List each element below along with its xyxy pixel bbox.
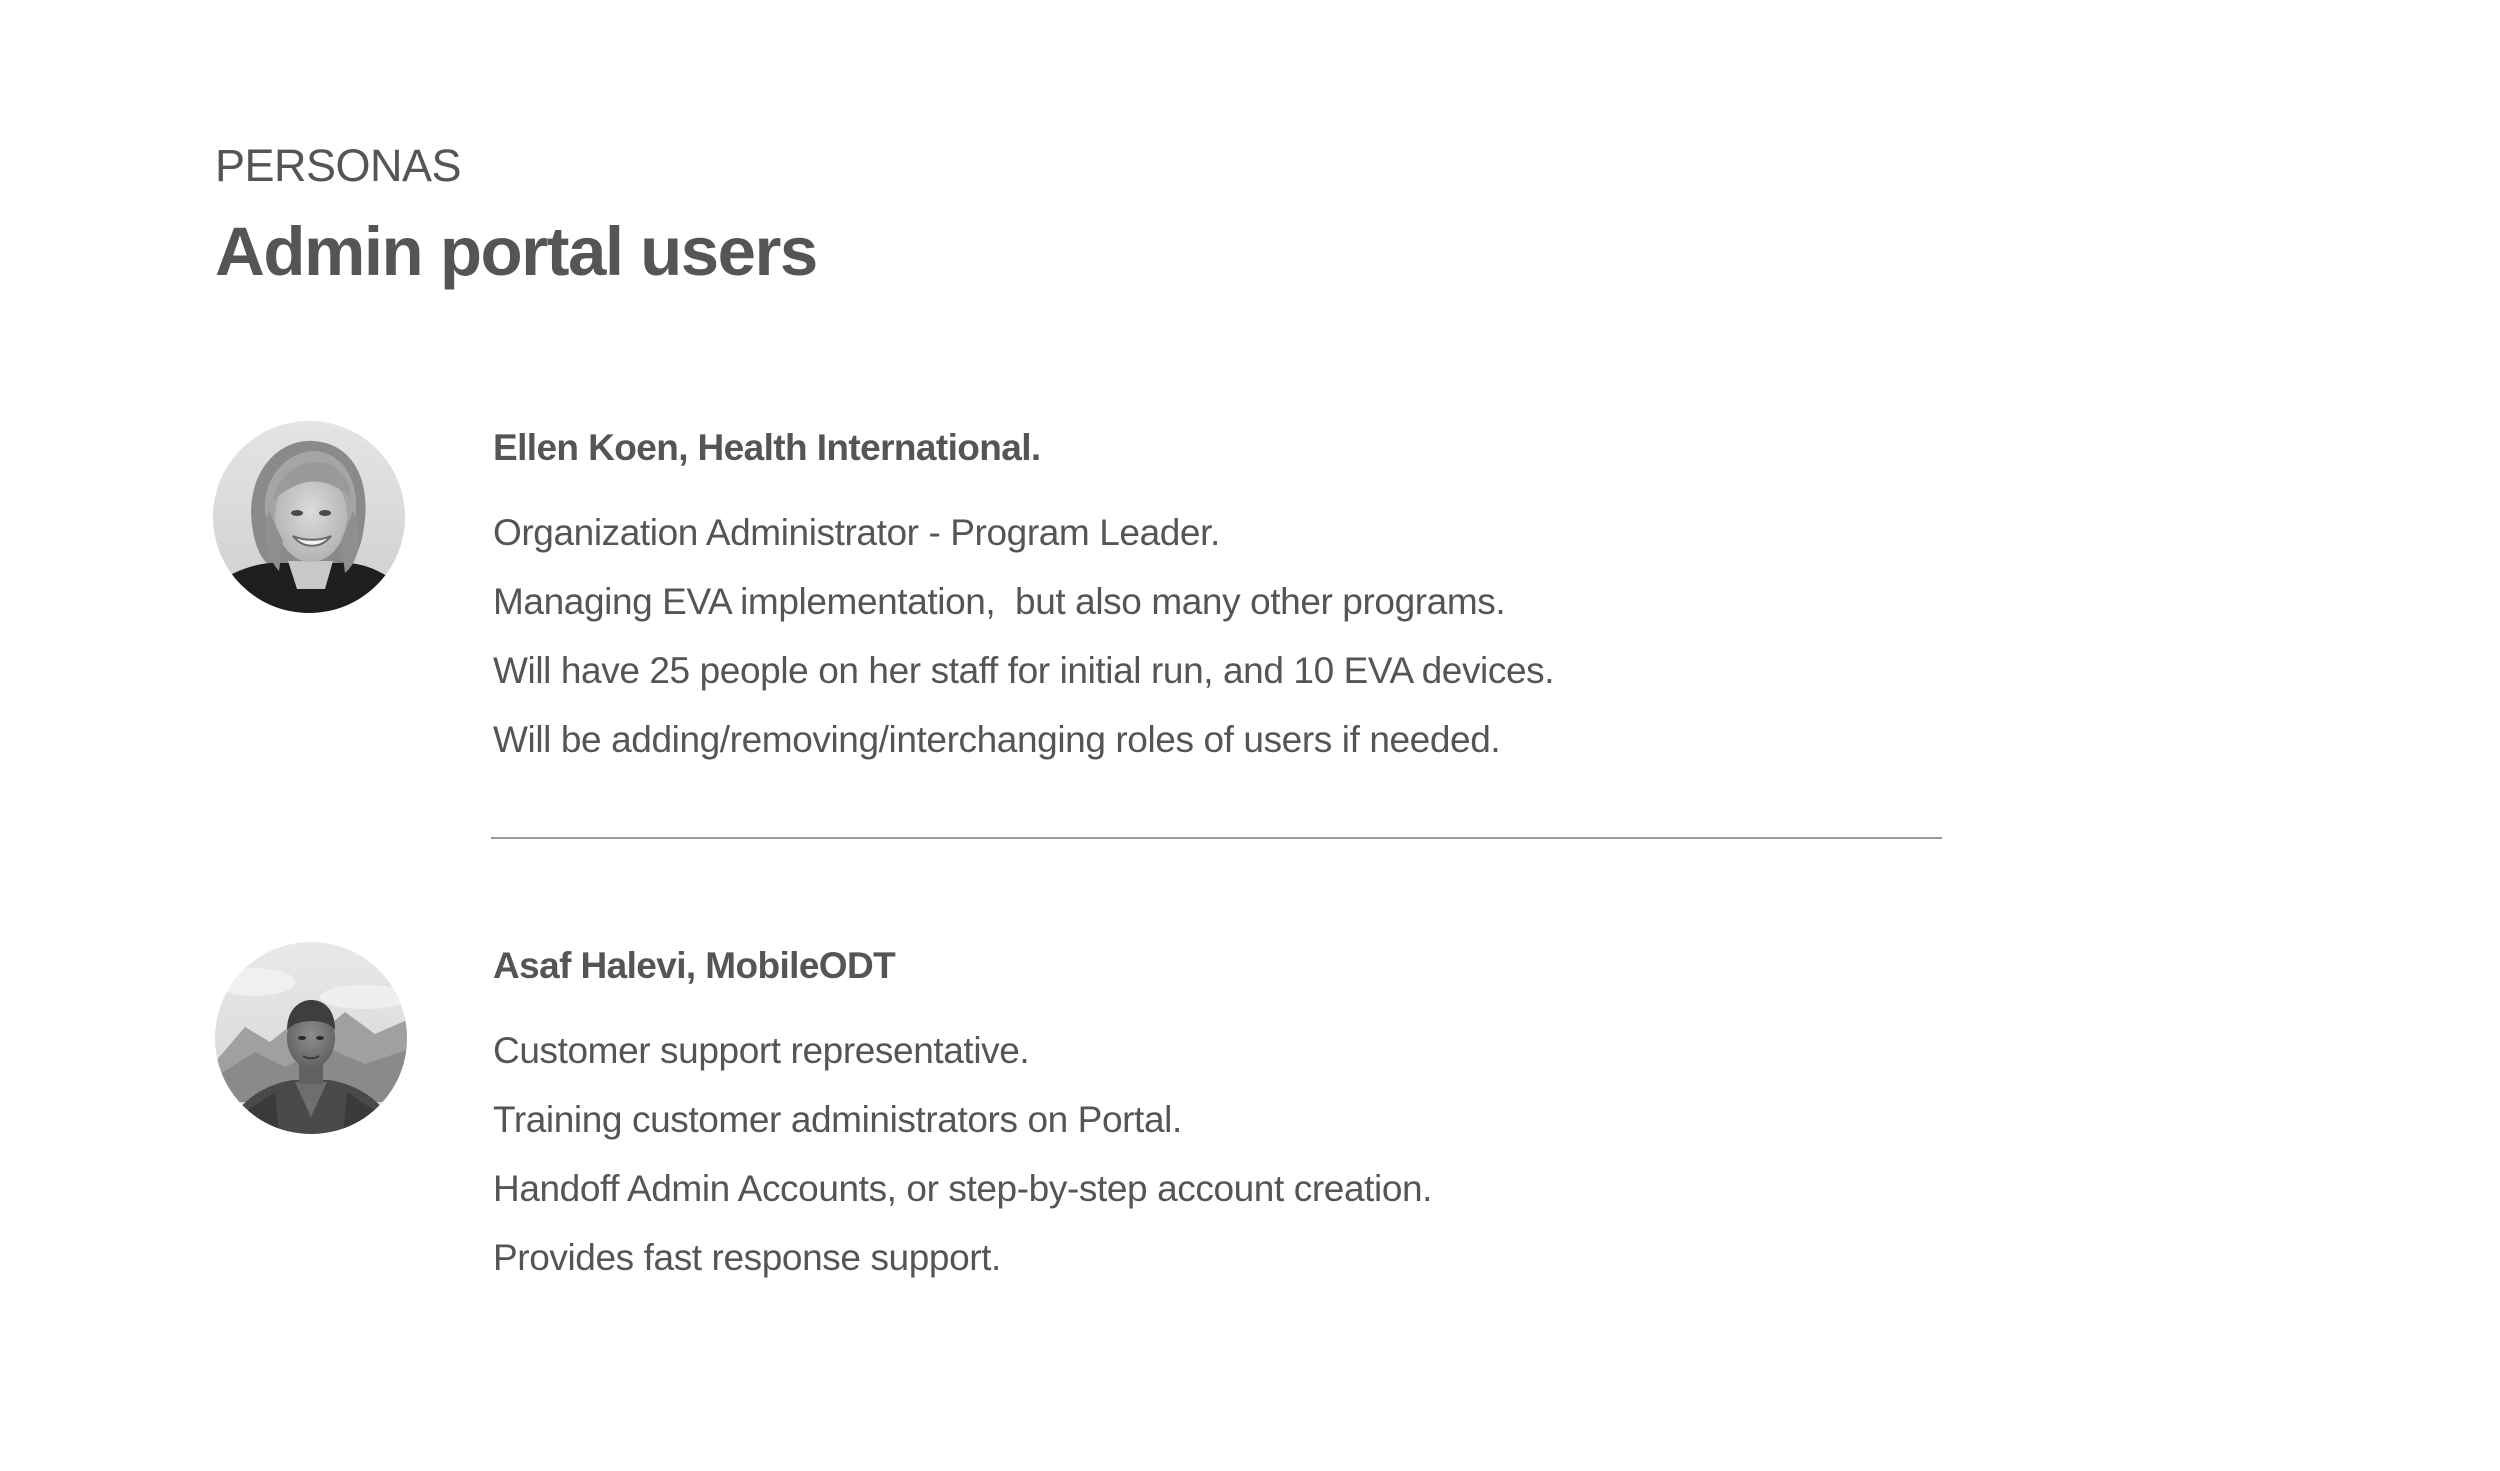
persona-name: Asaf Halevi, MobileODT <box>493 945 896 986</box>
persona-detail: Organization Administrator - Program Leader. <box>493 512 1220 553</box>
persona-name: Ellen Koen, Health International. <box>493 427 1041 468</box>
avatar-asaf <box>215 942 407 1134</box>
persona-detail: Provides fast response support. <box>493 1237 1001 1278</box>
persona-detail: Training customer administrators on Portal. <box>493 1099 1182 1140</box>
woman-portrait-icon <box>213 421 405 613</box>
page-title: Admin portal users <box>215 213 817 290</box>
persona-detail: Customer support representative. <box>493 1030 1030 1071</box>
man-portrait-icon <box>215 942 407 1134</box>
persona-detail: Handoff Admin Accounts, or step-by-step account creation. <box>493 1168 1433 1209</box>
persona-card-ellen <box>493 420 1554 774</box>
persona-detail: Will have 25 people on her staff for initial run, and 10 EVA devices. <box>493 650 1555 691</box>
persona-detail: Managing EVA implementation, but also many other programs. <box>493 581 1506 622</box>
section-eyebrow: PERSONAS <box>215 140 462 191</box>
persona-card-asaf <box>493 938 1432 1292</box>
persona-divider <box>491 837 1942 839</box>
avatar-ellen <box>213 421 405 613</box>
persona-detail: Will be adding/removing/interchanging roles of users if needed. <box>493 719 1501 760</box>
